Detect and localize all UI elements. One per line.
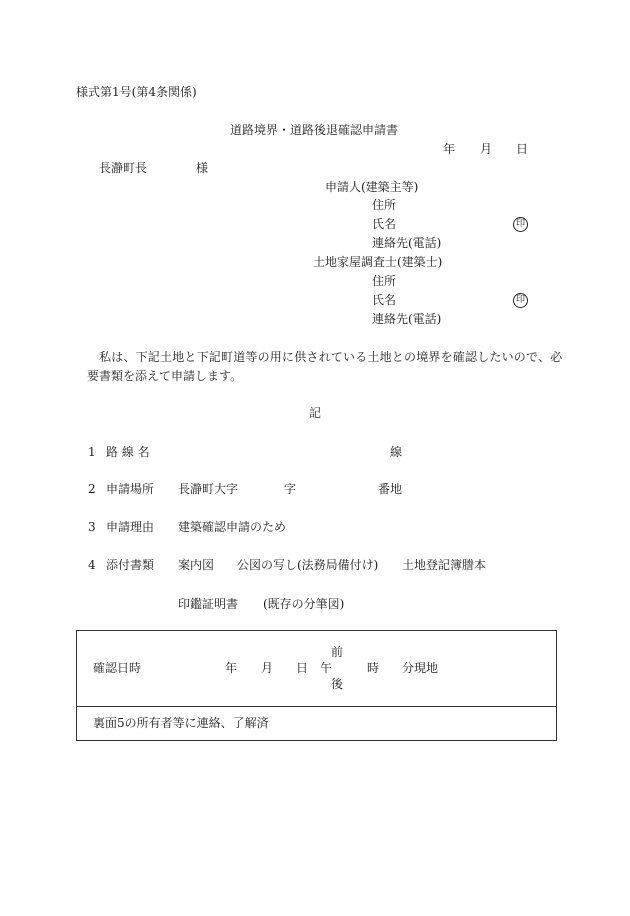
surveyor-seal-icon: 印 <box>513 293 528 308</box>
addressee-honorific: 様 <box>196 161 209 175</box>
confirmation-divider <box>77 706 556 707</box>
confirmation-note: 裏面5の所有者等に連絡、了解済 <box>93 716 269 730</box>
applicant-heading: 申請人(建築主等) <box>325 180 419 194</box>
confirmation-day-label: 日 <box>296 661 309 675</box>
surveyor-address-label: 住所 <box>372 274 397 288</box>
request-line-1: 私は、下記土地と下記町道等の用に供されている土地との境界を確認したいので、必 <box>99 350 563 364</box>
surveyor-name-label: 氏名 <box>372 293 397 307</box>
item-route-number: 1 <box>88 445 96 459</box>
item-location-banchi: 番地 <box>378 482 403 496</box>
item-location-label: 申請場所 <box>106 482 155 496</box>
applicant-name-label: 氏名 <box>372 217 397 231</box>
item-reason-label: 申請理由 <box>106 520 155 534</box>
item-location-aza: 字 <box>284 482 297 496</box>
confirmation-year-label: 年 <box>225 661 238 675</box>
attachment-item: 案内図 <box>178 558 215 572</box>
attachment-item: 土地登記簿謄本 <box>402 558 487 572</box>
confirmation-pm-label: 後 <box>331 677 344 691</box>
item-attachments-number: 4 <box>88 558 96 572</box>
surveyor-contact-label: 連絡先(電話) <box>372 312 442 326</box>
date-year-label: 年 <box>443 142 456 156</box>
ki-heading: 記 <box>309 406 322 420</box>
item-route-label: 路 線 名 <box>106 445 150 459</box>
confirmation-month-label: 月 <box>261 661 274 675</box>
date-month-label: 月 <box>480 142 493 156</box>
confirmation-noon-label: 午 <box>320 661 333 675</box>
confirmation-label: 確認日時 <box>93 661 142 675</box>
item-location-town: 長瀞町大字 <box>178 482 239 496</box>
item-reason-number: 3 <box>88 520 96 534</box>
confirmation-box <box>76 630 557 741</box>
attachment-item: 公図の写し(法務局備付け) <box>237 558 379 572</box>
request-line-2: 要書類を添えて申請します。 <box>87 369 243 383</box>
attachment-item: 印鑑証明書 <box>178 597 239 611</box>
item-attachments-label: 添付書類 <box>106 558 155 572</box>
applicant-seal-icon: 印 <box>513 217 528 232</box>
attachment-item: (既存の分筆図) <box>263 597 345 611</box>
applicant-address-label: 住所 <box>372 198 397 212</box>
item-location-number: 2 <box>88 482 96 496</box>
applicant-contact-label: 連絡先(電話) <box>372 236 442 250</box>
surveyor-heading: 土地家屋調査士(建築士) <box>313 255 443 269</box>
confirmation-am-label: 前 <box>331 645 344 659</box>
item-reason-value: 建築確認申請のため <box>178 520 287 534</box>
form-number: 様式第1号(第4条関係) <box>76 85 197 99</box>
confirmation-minute-label: 分現地 <box>402 661 439 675</box>
item-route-suffix: 線 <box>390 445 403 459</box>
date-day-label: 日 <box>516 142 529 156</box>
document-title: 道路境界・道路後退確認申請書 <box>230 123 399 137</box>
addressee-name: 長瀞町長 <box>99 161 148 175</box>
confirmation-hour-label: 時 <box>367 661 380 675</box>
